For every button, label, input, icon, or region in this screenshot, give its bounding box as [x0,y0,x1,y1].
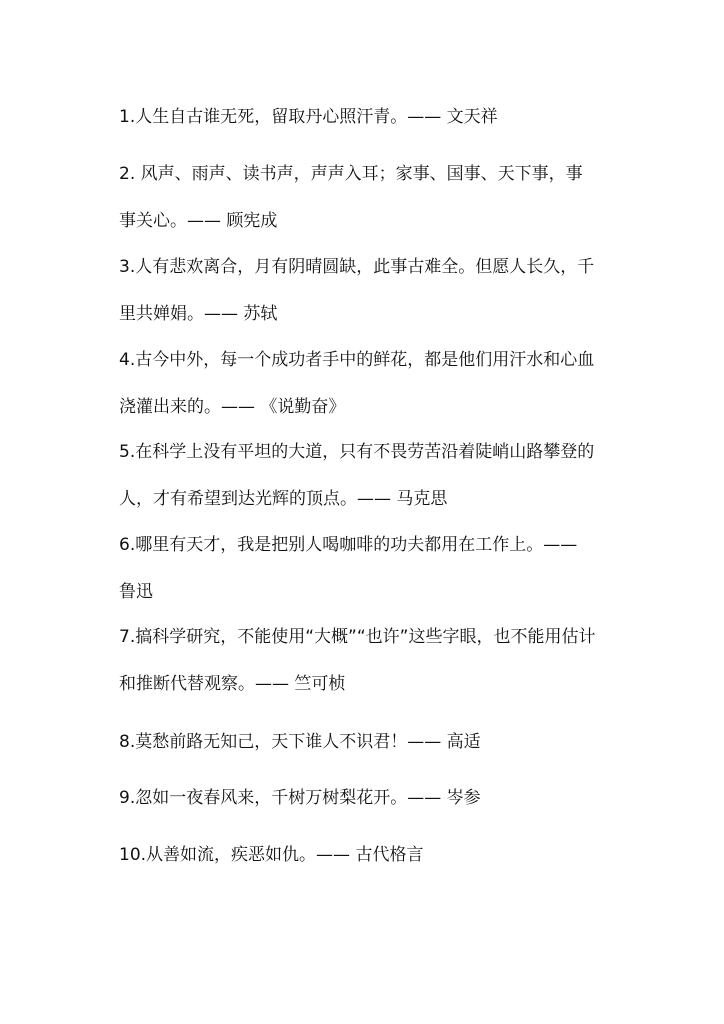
quote-4: 4.古今中外，每一个成功者手中的鲜花，都是他们用汗水和心血浇灌出来的。—— 《说勤奋》 [119,350,595,417]
quote-9: 9.忽如一夜春风来，千树万树梨花开。—— 岑参 [119,788,481,808]
quote-5: 5.在科学上没有平坦的大道，只有不畏劳苦沿着陡峭山路攀登的人，才有希望到达光辉的顶点。—— 马克思 [119,442,595,509]
quote-8: 8.莫愁前路无知己，天下谁人不识君！—— 高适 [119,732,481,752]
quote-7: 7.搞科学研究，不能使用“大概”“也许”这些字眼，也不能用估计和推断代替观察。—— 竺可桢 [119,627,596,694]
quote-10: 10.从善如流，疾恶如仇。—— 古代格言 [119,845,424,865]
quote-6: 6.哪里有天才，我是把别人喝咖啡的功夫都用在工作上。—— 鲁迅 [119,535,578,602]
quote-1: 1.人生自古谁无死，留取丹心照汗青。—— 文天祥 [119,107,498,127]
quote-3: 3.人有悲欢离合，月有阴晴圆缺，此事古难全。但愿人长久，千里共婵娟。—— 苏轼 [119,257,595,324]
quote-2: 2. 风声、雨声、读书声，声声入耳；家事、国事、天下事，事事关心。—— 顾宪成 [119,164,583,231]
